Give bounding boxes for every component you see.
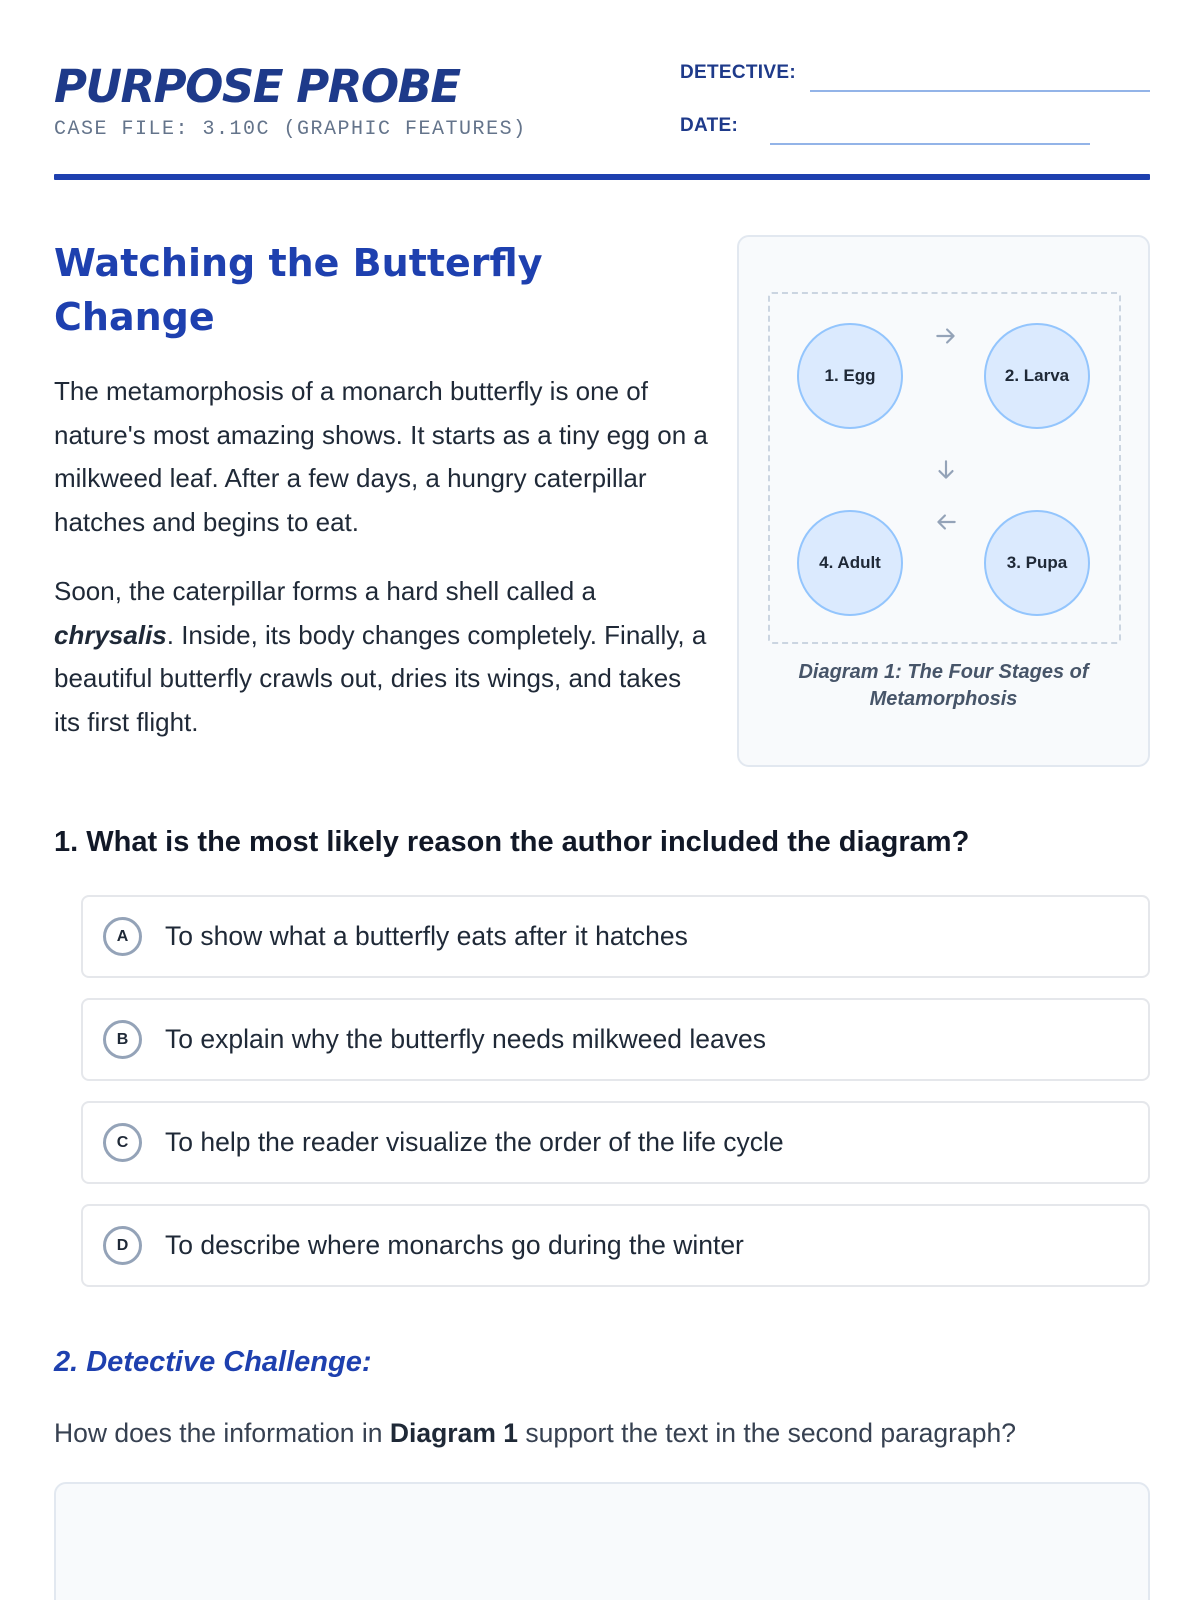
date-label: DATE: bbox=[680, 115, 739, 136]
detective-name-line[interactable] bbox=[810, 90, 1150, 92]
arrow-down-icon bbox=[933, 457, 959, 483]
diagram-reference: Diagram 1 bbox=[389, 1418, 518, 1448]
date-line[interactable] bbox=[770, 143, 1090, 145]
option-letter-badge: D bbox=[103, 1226, 142, 1265]
case-file-label: CASE FILE: 3.10C (GRAPHIC FEATURES) bbox=[54, 118, 527, 141]
paragraph-2-text-end: . Inside, its body changes completely. Finally, a beautiful butterfly crawls out, dries its wings, and takes its first flight. bbox=[54, 619, 707, 737]
answer-option-d[interactable] bbox=[81, 1204, 1150, 1287]
option-text: To show what a butterfly eats after it hatches bbox=[165, 921, 688, 951]
stage-larva: 2. Larva bbox=[984, 323, 1090, 429]
arrow-left-icon bbox=[933, 509, 959, 535]
detective-challenge-prompt bbox=[54, 1418, 1016, 1449]
prompt-text-end: support the text in the second paragraph? bbox=[517, 1418, 1016, 1448]
worksheet-header bbox=[54, 60, 1150, 182]
stage-adult: 4. Adult bbox=[797, 510, 903, 616]
diagram-card bbox=[737, 235, 1150, 767]
stage-pupa: 3. Pupa bbox=[984, 510, 1090, 616]
option-letter-badge: A bbox=[103, 917, 142, 956]
diagram-caption: Diagram 1: The Four Stages of Metamorphosis bbox=[798, 661, 1089, 710]
answer-option-c[interactable] bbox=[81, 1101, 1150, 1184]
stage-egg: 1. Egg bbox=[797, 323, 903, 429]
paragraph-2-text-start: Soon, the caterpillar forms a hard shell called a bbox=[54, 576, 596, 606]
worksheet-title: PURPOSE PROBE bbox=[54, 60, 460, 113]
question-1-prompt: 1. What is the most likely reason the author included the diagram? bbox=[54, 826, 970, 858]
detective-challenge-title: 2. Detective Challenge: bbox=[54, 1346, 372, 1378]
article-paragraph-2 bbox=[54, 570, 714, 744]
written-answer-box[interactable] bbox=[54, 1482, 1150, 1600]
life-cycle-diagram bbox=[768, 292, 1121, 644]
option-text: To describe where monarchs go during the winter bbox=[165, 1230, 744, 1260]
prompt-text-start: How does the information in bbox=[54, 1418, 390, 1448]
option-text: To help the reader visualize the order of the life cycle bbox=[165, 1127, 784, 1157]
option-letter-badge: B bbox=[103, 1020, 142, 1059]
answer-option-b[interactable] bbox=[81, 998, 1150, 1081]
option-text: To explain why the butterfly needs milkweed leaves bbox=[165, 1024, 766, 1054]
answer-option-a[interactable] bbox=[81, 895, 1150, 978]
detective-label: DETECTIVE: bbox=[680, 62, 796, 83]
chrysalis-term: chrysalis bbox=[54, 619, 167, 650]
article-paragraph-1: The metamorphosis of a monarch butterfly is one of nature's most amazing shows. It starts as a tiny egg on a milkweed leaf. After a few days, a hungry caterpillar hatches and begins to eat. bbox=[54, 376, 708, 537]
article-title: Watching the Butterfly Change bbox=[54, 241, 543, 339]
option-letter-badge: C bbox=[103, 1123, 142, 1162]
arrow-right-icon bbox=[933, 323, 959, 349]
header-divider bbox=[54, 174, 1150, 180]
